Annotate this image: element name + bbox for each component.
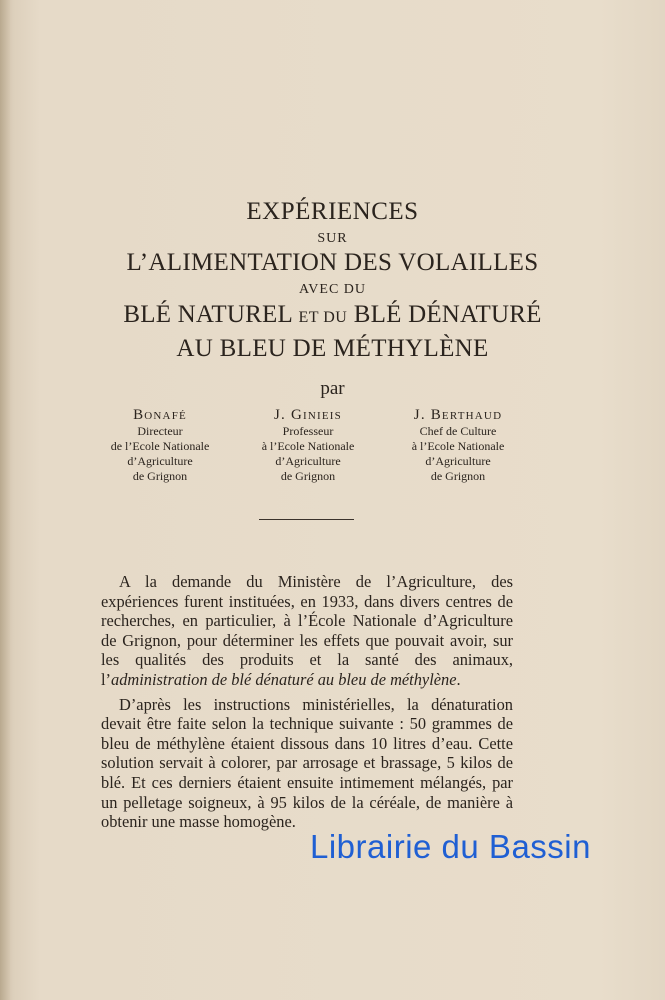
title-line-1: EXPÉRIENCES: [246, 198, 419, 225]
paragraph-1-end: .: [456, 669, 461, 689]
paragraph-1: [101, 572, 513, 690]
author-title-line: de Grignon: [280, 469, 336, 483]
paragraph-1-text: A la demande du Ministère de l’Agriculture, des expériences furent instituées, en 1933, dans divers centres de recherches, en particulier, à l’École Nationale d’Agriculture de Grignon, pour déterminer les effets que pouvait avoir, sur les qualités des produits et la santé des animaux, l’: [101, 572, 513, 689]
title-line-6: AU BLEU DE MÉTHYLÈNE: [176, 335, 489, 362]
title-line-5-part-c: BLÉ DÉNATURÉ: [353, 301, 542, 328]
body-text: [101, 572, 513, 832]
title-line-5-part-a: BLÉ NATUREL: [123, 301, 293, 328]
author-title-line: à l’Ecole Nationale: [261, 439, 355, 453]
author-3: [363, 407, 553, 484]
author-title-line: d’Agriculture: [275, 454, 341, 468]
paragraph-1-italic: administration de blé dénaturé au bleu de méthylène: [111, 669, 457, 689]
author-title-line: Professeur: [282, 424, 334, 438]
title-line-3: L’ALIMENTATION DES VOLAILLES: [126, 249, 539, 276]
author-name: Bonafé: [133, 407, 187, 423]
watermark-text: Librairie du Bassin: [310, 828, 591, 865]
author-name: J. Berthaud: [413, 407, 503, 423]
title-line-5: [0, 301, 665, 329]
paragraph-2: D’après les instructions ministérielles, la dénaturation devait être faite selon la technique suivante : 50 grammes de bleu de méthylène étaient dissous dans 10 litres d’eau. Cette solution servait à colorer, par arrosage et brassage, 5 kilos de blé. Et ces derniers étaient ensuite intimement mélangés, par un pelletage soigneux, à 95 kilos de la céréale, de manière à obtenir une masse homogène.: [101, 694, 513, 832]
author-name: J. Ginieis: [274, 407, 342, 423]
author-title-line: d’Agriculture: [127, 454, 193, 468]
author-title-line: Chef de Culture: [419, 424, 497, 438]
author-title-line: de l’Ecole Nationale: [110, 439, 210, 453]
author-title-line: d’Agriculture: [425, 454, 491, 468]
author-title-line: de Grignon: [430, 469, 486, 483]
title-line-5-part-b: ET DU: [298, 309, 348, 326]
title-line-4: AVEC DU: [298, 282, 367, 297]
separator-rule: [259, 519, 354, 520]
byline-par: par: [320, 378, 345, 399]
author-title-line: de Grignon: [132, 469, 188, 483]
author-title-line: Directeur: [137, 424, 183, 438]
page-spine-shadow: [0, 0, 10, 1000]
author-title-line: à l’Ecole Nationale: [411, 439, 505, 453]
title-line-2: SUR: [317, 231, 348, 246]
